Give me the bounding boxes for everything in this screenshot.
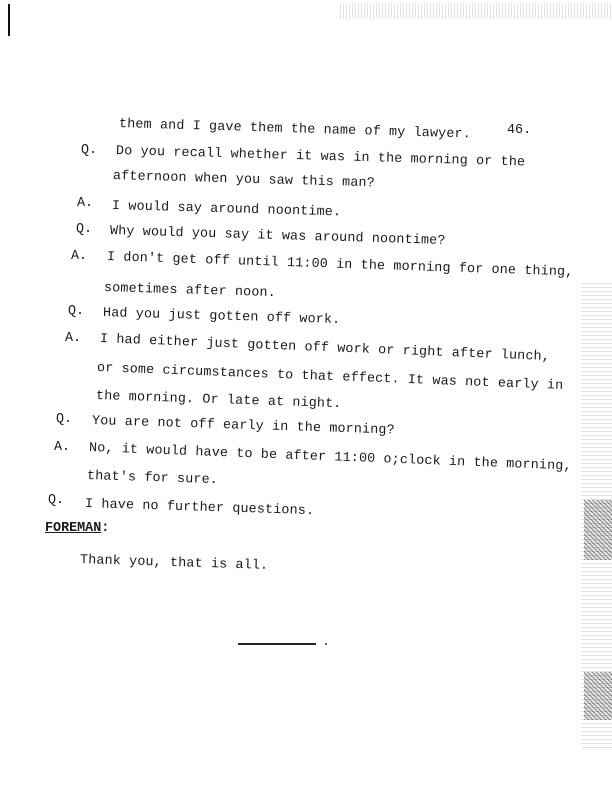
transcript-line: Do you recall whether it was in the morning or the (115, 144, 526, 171)
transcript-line: the morning. Or late at night. (95, 389, 342, 413)
line-label: Q. (56, 412, 73, 427)
line-label: A. (71, 249, 88, 264)
transcript-line: sometimes after noon. (103, 281, 277, 302)
page-number: 46. (507, 123, 532, 138)
line-label: Q. (68, 304, 85, 319)
transcript-line: them and I gave them the name of my lawyer. (118, 117, 472, 143)
transcript-line: that's for sure. (86, 469, 219, 489)
speaker-colon: : (101, 521, 110, 536)
closing-line: Thank you, that is all. (79, 553, 269, 574)
transcript-line: Why would you say it was around noontime? (109, 224, 446, 249)
transcript-line: or some circumstances to that effect. It was not early in (96, 361, 564, 394)
line-label: A. (77, 196, 94, 211)
transcript-line: Had you just gotten off work. (102, 306, 341, 329)
scan-blot (584, 500, 612, 560)
transcript-line: I would say around noontime. (111, 199, 342, 221)
transcript-line: You are not off early in the morning? (91, 414, 395, 439)
speaker-heading (45, 521, 109, 536)
margin-mark (8, 4, 10, 36)
scan-blot (584, 672, 612, 720)
line-label: A. (65, 331, 82, 346)
line-label: Q. (48, 493, 65, 508)
speaker-name: FOREMAN (45, 521, 102, 536)
transcript-line: I don't get off until 11:00 in the morning for one thing, (106, 250, 574, 281)
transcript-line: I had either just gotten off work or right after lunch, (99, 332, 551, 366)
end-dot (325, 643, 327, 645)
line-label: A. (54, 440, 71, 455)
transcript-line: I have no further questions. (84, 497, 315, 520)
line-label: Q. (76, 222, 93, 237)
line-label: Q. (81, 143, 98, 158)
scan-noise-top (340, 3, 612, 19)
transcript-line: No, it would have to be after 11:00 o;clock in the morning, (88, 441, 572, 475)
transcript-line: afternoon when you saw this man? (112, 169, 376, 192)
end-rule (238, 643, 316, 645)
